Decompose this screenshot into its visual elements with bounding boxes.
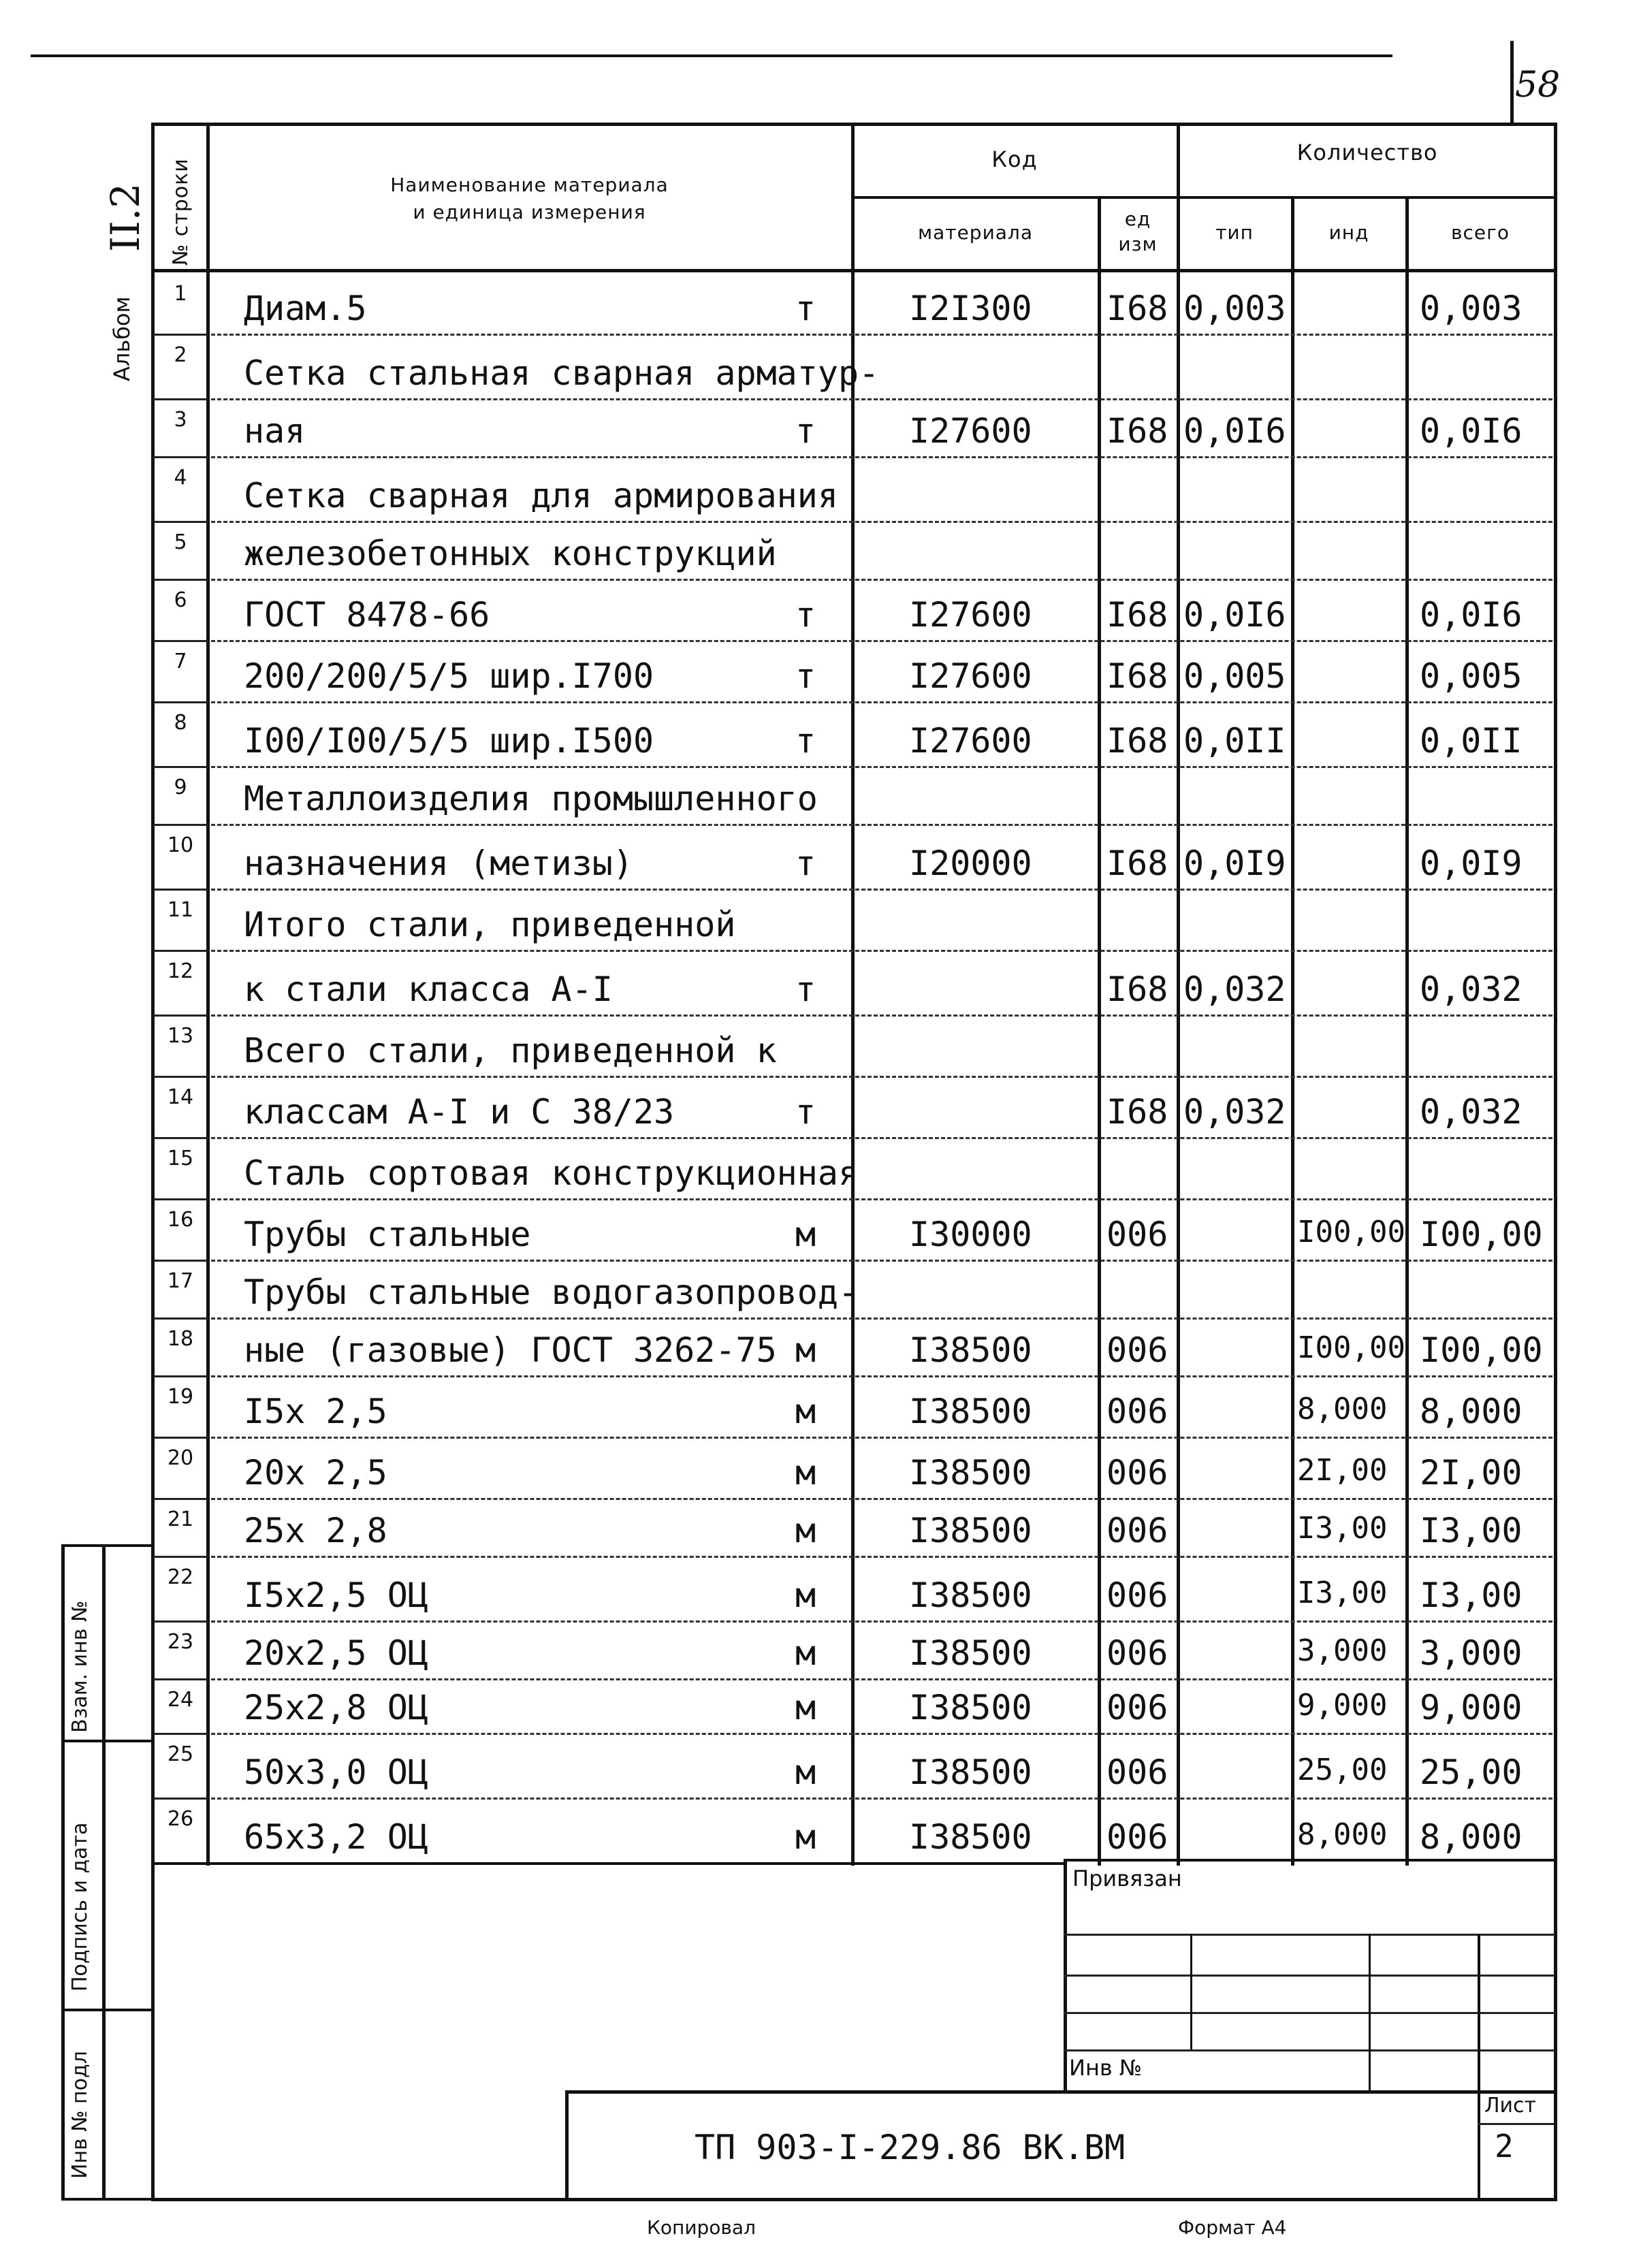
row-number: 12	[167, 959, 194, 983]
header-name-line2: и единица измерения	[413, 201, 646, 223]
privyazan-grid-row3	[1064, 2012, 1555, 2014]
unit-symbol: т	[795, 721, 816, 761]
qty-typ: 0,0I9	[1183, 844, 1286, 883]
row-number: 1	[174, 282, 187, 306]
album-label: Альбом	[109, 296, 135, 381]
qty-typ: 0,005	[1183, 656, 1286, 696]
row-number: 9	[174, 776, 187, 799]
row-separator	[153, 1620, 208, 1623]
unit-symbol: т	[795, 844, 816, 883]
side-stamp-bottom	[61, 2198, 153, 2201]
qty-ind: I3,00	[1297, 1576, 1388, 1610]
privyazan-grid-col3	[1478, 1934, 1480, 2199]
material-code: I30000	[909, 1215, 1032, 1254]
row-separator	[153, 640, 208, 642]
row-dashed-separator	[211, 824, 1552, 826]
unit-symbol: т	[795, 411, 816, 451]
stamp-vzam-inv: Взам. инв №	[68, 1600, 92, 1733]
qty-ind: I00,00	[1297, 1215, 1405, 1249]
material-name: Всего стали, приведенной к	[244, 1031, 777, 1070]
row-separator	[153, 1076, 208, 1078]
row-dashed-separator	[211, 701, 1552, 703]
inv-no-label: Инв №	[1069, 2055, 1143, 2081]
unit-symbol: м	[795, 1330, 816, 1370]
qty-typ: 0,0II	[1183, 721, 1286, 761]
row-number: 13	[167, 1024, 194, 1048]
material-code: I38500	[909, 1511, 1032, 1550]
material-code: I38500	[909, 1576, 1032, 1615]
row-number: 18	[167, 1327, 194, 1351]
body-bottom-border	[151, 1862, 1067, 1865]
row-dashed-separator	[211, 398, 1552, 400]
row-number: 26	[167, 1807, 194, 1831]
material-code: I38500	[909, 1753, 1032, 1792]
col-sep-ind	[1405, 197, 1409, 1866]
material-name: I00/I00/5/5 шир.I500	[244, 721, 654, 761]
row-number: 5	[174, 530, 187, 554]
header-mid-border	[851, 196, 1556, 199]
row-dashed-separator	[211, 1437, 1552, 1439]
row-separator	[153, 1798, 208, 1800]
material-name: ная	[244, 411, 306, 451]
material-code: I27600	[909, 721, 1032, 761]
qty-typ: 0,003	[1183, 289, 1286, 328]
unit-code: 006	[1106, 1453, 1168, 1492]
unit-symbol: м	[795, 1753, 816, 1792]
sheet-number-divider	[1510, 41, 1514, 123]
row-dashed-separator	[211, 1076, 1552, 1078]
row-separator	[153, 456, 208, 458]
row-number: 11	[167, 898, 194, 922]
material-code: I38500	[909, 1330, 1032, 1370]
qty-total: 0,0II	[1420, 721, 1523, 761]
row-separator	[153, 1733, 208, 1735]
material-name: Металлоизделия промышленного	[244, 779, 818, 818]
footer-copied: Копировал	[647, 2216, 756, 2239]
qty-typ: 0,032	[1183, 970, 1286, 1009]
designation-top-border	[565, 2090, 1556, 2094]
row-number: 23	[167, 1630, 194, 1654]
row-separator	[153, 1437, 208, 1439]
material-name: 200/200/5/5 шир.I700	[244, 656, 654, 696]
row-separator	[153, 824, 208, 826]
qty-total: 2I,00	[1420, 1453, 1523, 1492]
row-separator	[153, 950, 208, 952]
row-dashed-separator	[211, 1620, 1552, 1623]
privyazan-grid-row2	[1064, 1975, 1555, 1977]
col-sep-num	[206, 123, 210, 1866]
stamp-podpis-data: Подпись и дата	[68, 1822, 92, 1992]
unit-code: I68	[1106, 411, 1168, 451]
sheet-label: Лист	[1484, 2094, 1537, 2118]
row-dashed-separator	[211, 1556, 1552, 1558]
material-name: 20х2,5 ОЦ	[244, 1633, 428, 1673]
unit-symbol: м	[795, 1576, 816, 1615]
row-number: 4	[174, 466, 187, 490]
material-name: 20х 2,5	[244, 1453, 387, 1492]
row-number: 15	[167, 1147, 194, 1170]
material-name: железобетонных конструкций	[244, 534, 777, 573]
header-unit-line1: ед	[1124, 208, 1151, 230]
row-dashed-separator	[211, 1015, 1552, 1017]
row-number: 25	[167, 1742, 194, 1766]
row-dashed-separator	[211, 1137, 1552, 1139]
unit-code: 006	[1106, 1576, 1168, 1615]
material-code: I38500	[909, 1392, 1032, 1431]
material-code: I38500	[909, 1688, 1032, 1727]
stamp-inv-podl: Инв № подл	[68, 2051, 92, 2179]
header-name-line1: Наименование материала	[390, 174, 669, 196]
material-code: I27600	[909, 595, 1032, 635]
material-name: ГОСТ 8478-66	[244, 595, 490, 635]
unit-code: I68	[1106, 844, 1168, 883]
sheet-number: 58	[1515, 65, 1561, 106]
material-name: Итого стали, приведенной	[244, 905, 736, 944]
qty-ind: I3,00	[1297, 1511, 1388, 1546]
material-code: I38500	[909, 1817, 1032, 1857]
row-number: 24	[167, 1688, 194, 1712]
row-dashed-separator	[211, 1798, 1552, 1800]
row-number: 22	[167, 1565, 194, 1589]
privyazan-label: Привязан	[1072, 1866, 1182, 1891]
header-unit-line2: изм	[1118, 233, 1158, 255]
row-separator	[153, 701, 208, 703]
side-stamp-inner-border	[102, 1546, 106, 2199]
unit-code: I68	[1106, 721, 1168, 761]
material-name: Сталь сортовая конструкционная	[244, 1153, 859, 1193]
qty-ind: 25,00	[1297, 1753, 1388, 1787]
material-name: I5х 2,5	[244, 1392, 387, 1431]
privyazan-grid-col2	[1369, 1934, 1371, 2094]
unit-symbol: т	[795, 656, 816, 696]
material-code: I20000	[909, 844, 1032, 883]
header-material: материала	[917, 221, 1033, 244]
qty-total: I3,00	[1420, 1511, 1523, 1550]
material-name: Сетка сварная для армирования	[244, 476, 838, 515]
side-stamp-sep1	[61, 1740, 153, 1742]
row-separator	[153, 766, 208, 768]
row-dashed-separator	[211, 1498, 1552, 1500]
row-number: 6	[174, 588, 187, 612]
unit-code: 006	[1106, 1688, 1168, 1727]
header-typ: тип	[1215, 221, 1254, 244]
unit-symbol: м	[795, 1215, 816, 1254]
qty-total: 8,000	[1420, 1817, 1523, 1857]
qty-typ: 0,032	[1183, 1092, 1286, 1132]
qty-ind: 8,000	[1297, 1817, 1388, 1852]
material-name: Диам.5	[244, 289, 367, 328]
side-stamp-left-border	[61, 1546, 65, 2199]
material-code: I27600	[909, 656, 1032, 696]
unit-symbol: т	[795, 1092, 816, 1132]
unit-symbol: м	[795, 1633, 816, 1673]
material-name: Трубы стальные водогазопровод-	[244, 1273, 859, 1312]
unit-code: 006	[1106, 1392, 1168, 1431]
row-dashed-separator	[211, 1375, 1552, 1377]
row-number: 3	[174, 408, 187, 432]
qty-total: 0,0I9	[1420, 844, 1523, 883]
header-ind: инд	[1328, 221, 1369, 244]
row-separator	[153, 1556, 208, 1558]
row-number: 19	[167, 1385, 194, 1409]
row-separator	[153, 1260, 208, 1262]
qty-ind: 8,000	[1297, 1392, 1388, 1426]
qty-total: 0,032	[1420, 970, 1523, 1009]
row-dashed-separator	[211, 456, 1552, 458]
row-separator	[153, 889, 208, 891]
unit-code: I68	[1106, 1092, 1168, 1132]
qty-typ: 0,0I6	[1183, 595, 1286, 635]
material-name: 25х 2,8	[244, 1511, 387, 1550]
row-dashed-separator	[211, 1317, 1552, 1320]
designation-left-border	[565, 2090, 569, 2199]
album-number: II.2	[102, 182, 148, 252]
row-dashed-separator	[211, 889, 1552, 891]
row-separator	[153, 1198, 208, 1200]
sheet-value: 2	[1495, 2128, 1514, 2165]
unit-code: 006	[1106, 1330, 1168, 1370]
row-number: 8	[174, 711, 187, 735]
qty-total: 8,000	[1420, 1392, 1523, 1431]
col-sep-material	[1098, 197, 1101, 1866]
row-separator	[153, 1678, 208, 1680]
material-name: 25х2,8 ОЦ	[244, 1688, 428, 1727]
unit-symbol: т	[795, 595, 816, 635]
row-dashed-separator	[211, 521, 1552, 523]
qty-ind: 3,000	[1297, 1633, 1388, 1668]
material-code: I38500	[909, 1633, 1032, 1673]
header-row-no: № строки	[169, 158, 193, 266]
qty-typ: 0,0I6	[1183, 411, 1286, 451]
row-separator	[153, 398, 208, 400]
unit-code: 006	[1106, 1215, 1168, 1254]
row-dashed-separator	[211, 1733, 1552, 1735]
privyazan-grid-col1	[1190, 1934, 1192, 2049]
row-separator	[153, 521, 208, 523]
header-code: Код	[991, 146, 1038, 172]
unit-code: 006	[1106, 1633, 1168, 1673]
header-quantity: Количество	[1296, 140, 1438, 165]
row-separator	[153, 1137, 208, 1139]
row-number: 17	[167, 1269, 194, 1293]
row-dashed-separator	[211, 1260, 1552, 1262]
col-sep-typ	[1291, 197, 1294, 1866]
unit-symbol: т	[795, 970, 816, 1009]
unit-code: 006	[1106, 1753, 1168, 1792]
footer-format: Формат А4	[1178, 2216, 1287, 2239]
qty-ind: 2I,00	[1297, 1453, 1388, 1488]
unit-code: I68	[1106, 595, 1168, 635]
row-number: 10	[167, 833, 194, 857]
privyazan-grid-row4	[1064, 2049, 1555, 2051]
material-name: назначения (метизы)	[244, 844, 633, 883]
unit-code: 006	[1106, 1511, 1168, 1550]
material-name: классам А-I и С 38/23	[244, 1092, 675, 1132]
material-name: 50х3,0 ОЦ	[244, 1753, 428, 1792]
qty-total: I00,00	[1420, 1215, 1543, 1254]
row-number: 20	[167, 1446, 194, 1470]
qty-ind: 9,000	[1297, 1688, 1388, 1723]
qty-total: I3,00	[1420, 1576, 1523, 1615]
material-name: к стали класса А-I	[244, 970, 613, 1009]
row-dashed-separator	[211, 1198, 1552, 1200]
unit-code: I68	[1106, 656, 1168, 696]
row-separator	[153, 334, 208, 336]
row-number: 16	[167, 1208, 194, 1232]
unit-symbol: м	[795, 1511, 816, 1550]
unit-symbol: м	[795, 1392, 816, 1431]
material-code: I2I300	[909, 289, 1032, 328]
table-right-border	[1554, 123, 1557, 2199]
material-name: Трубы стальные	[244, 1215, 531, 1254]
qty-total: 0,0I6	[1420, 595, 1523, 635]
material-name: Сетка стальная сварная арматур-	[244, 353, 880, 393]
col-sep-unit	[1177, 123, 1180, 1866]
row-dashed-separator	[211, 766, 1552, 768]
top-border-line	[31, 54, 1392, 57]
material-code: I38500	[909, 1453, 1032, 1492]
row-separator	[153, 1498, 208, 1500]
qty-total: 25,00	[1420, 1753, 1523, 1792]
unit-symbol: т	[795, 289, 816, 328]
side-stamp-top	[61, 1544, 153, 1547]
qty-total: 0,0I6	[1420, 411, 1523, 451]
header-total: всего	[1451, 221, 1510, 244]
privyazan-grid-row1	[1064, 1934, 1555, 1936]
material-code: I27600	[909, 411, 1032, 451]
row-dashed-separator	[211, 640, 1552, 642]
privyazan-top-border	[1064, 1859, 1555, 1862]
row-number: 21	[167, 1507, 194, 1531]
qty-total: I00,00	[1420, 1330, 1543, 1370]
document-designation: ТП 903-I-229.86 ВК.ВМ	[695, 2128, 1126, 2167]
row-number: 2	[174, 343, 187, 367]
unit-code: I68	[1106, 289, 1168, 328]
row-separator	[153, 1015, 208, 1017]
unit-symbol: м	[795, 1688, 816, 1727]
row-number: 14	[167, 1085, 194, 1109]
qty-total: 0,032	[1420, 1092, 1523, 1132]
side-stamp-sep2	[61, 2009, 153, 2011]
qty-total: 9,000	[1420, 1688, 1523, 1727]
row-dashed-separator	[211, 1678, 1552, 1680]
sheet-label-divider	[1478, 2123, 1554, 2125]
row-separator	[153, 1317, 208, 1320]
row-dashed-separator	[211, 950, 1552, 952]
unit-code: I68	[1106, 970, 1168, 1009]
material-name: I5х2,5 ОЦ	[244, 1576, 428, 1615]
unit-symbol: м	[795, 1817, 816, 1857]
material-name: ные (газовые) ГОСТ 3262-75	[244, 1330, 777, 1370]
row-separator	[153, 579, 208, 581]
qty-ind: I00,00	[1297, 1330, 1405, 1365]
unit-symbol: м	[795, 1453, 816, 1492]
row-separator	[153, 1375, 208, 1377]
unit-code: 006	[1106, 1817, 1168, 1857]
row-dashed-separator	[211, 579, 1552, 581]
qty-total: 3,000	[1420, 1633, 1523, 1673]
row-number: 7	[174, 650, 187, 673]
row-dashed-separator	[211, 334, 1552, 336]
material-name: 65х3,2 ОЦ	[244, 1817, 428, 1857]
qty-total: 0,003	[1420, 289, 1523, 328]
qty-total: 0,005	[1420, 656, 1523, 696]
title-block-bottom	[151, 2198, 1557, 2201]
